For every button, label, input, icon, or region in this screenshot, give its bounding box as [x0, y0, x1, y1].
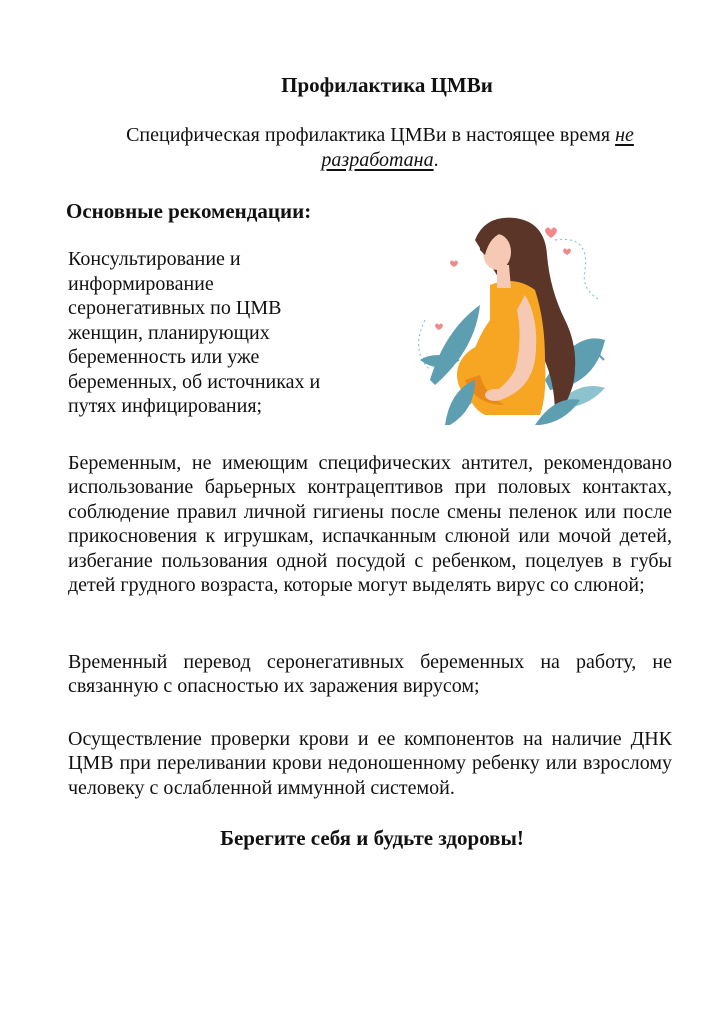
recommendation-3: Временный перевод серонегативных беременных на работу, не связанную с опасностью их заражения вирусом;: [68, 651, 672, 698]
intro-paragraph: [70, 123, 690, 173]
recommendation-2: Беременным, не имеющим специфических антител, рекомендовано использование барьерных контрацептивов при половых контактах, соблюдение правил личной гигиены после смены пеленок или после прикосновения к игрушкам, испачканным слюной или мочой детей, избегание пользования одной посудой с ребенком, поцелуев в губы детей грудного возраста, которые могут выделять вирус со слюной;: [68, 452, 672, 597]
recommendations-heading: Основные рекомендации:: [66, 199, 312, 223]
intro-text: Специфическая профилактика ЦМВи в настоящее время: [126, 124, 616, 146]
recommendation-4: Осуществление проверки крови и ее компонентов на наличие ДНК ЦМВ при переливании крови недоношенному ребенку или взрослому человеку с ослабленной иммунной системой.: [68, 728, 672, 799]
pregnant-woman-illustration-icon: [405, 210, 610, 425]
page-title: Профилактика ЦМВи: [281, 73, 493, 97]
intro-emphasis: не разработана: [321, 124, 634, 171]
closing-line: Берегите себя и будьте здоровы!: [220, 826, 524, 850]
recommendation-1: Консультирование и информирование серонегативных по ЦМВ женщин, планирующих беременность или уже беременных, об источниках и путях инфицирования;: [68, 248, 321, 417]
intro-end: .: [433, 149, 439, 171]
